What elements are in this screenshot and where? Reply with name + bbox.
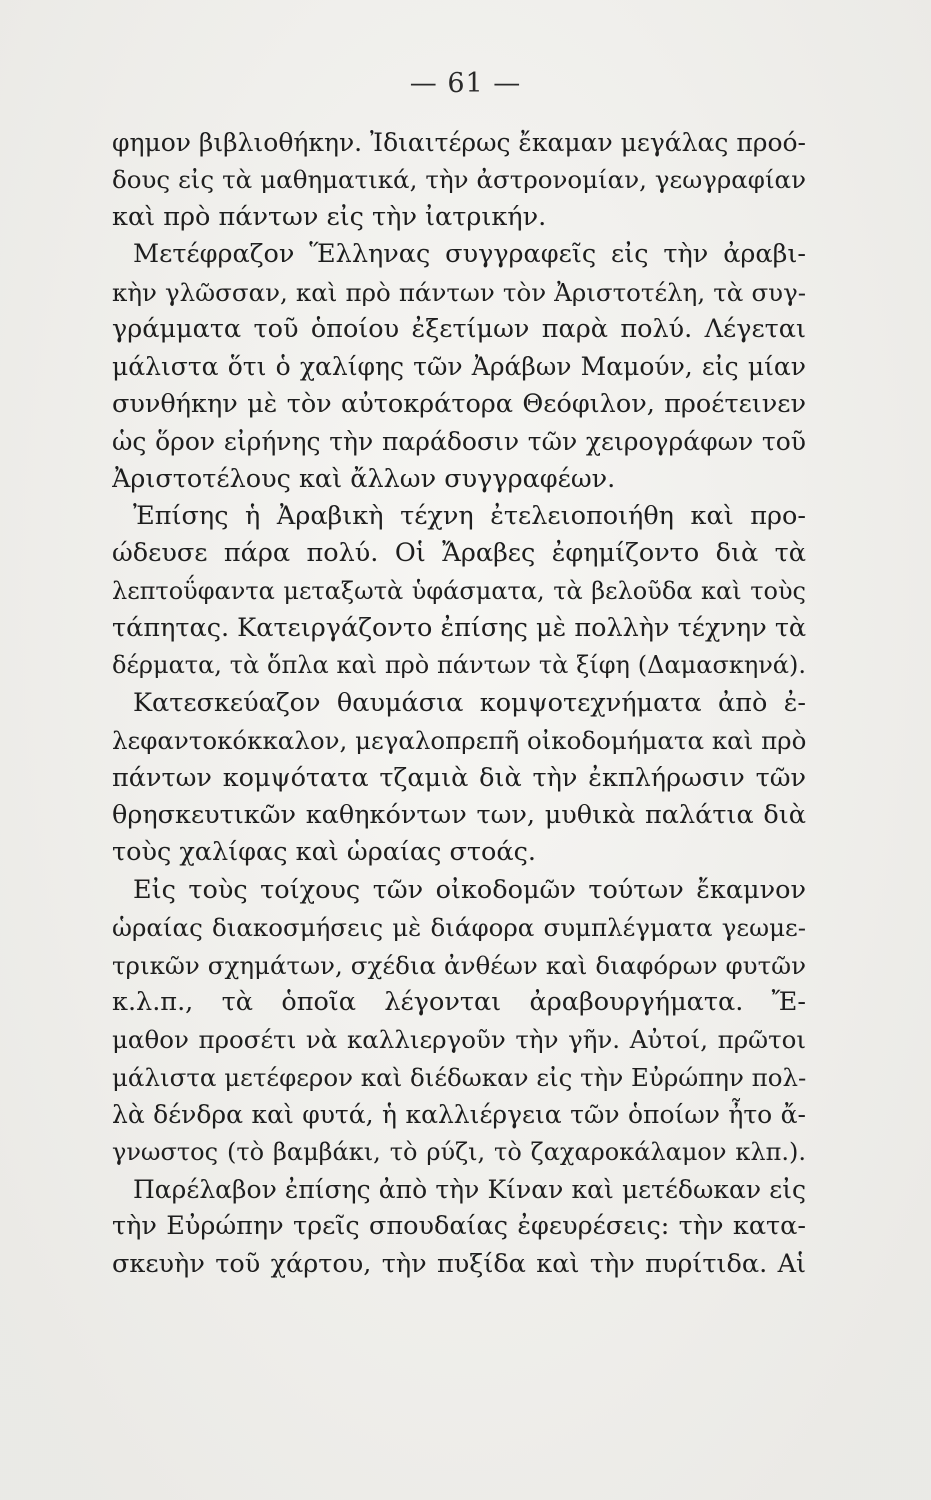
page-number: — 61 — [409, 68, 522, 99]
text-line: Μετέφραζον Ἕλληνας συγγραφεῖς εἰς τὴν ἀραβι- [133, 239, 806, 270]
text-line: κὴν γλῶσσαν, καὶ πρὸ πάντων τὸν Ἀριστοτέλη, τὰ συγ- [112, 277, 806, 307]
text-line: γνωστος (τὸ βαμβάκι, τὸ ρύζι, τὸ ζαχαροκάλαμον κλπ.). [112, 1137, 806, 1166]
text-line: καὶ πρὸ πάντων εἰς τὴν ἰατρικήν. [112, 201, 547, 232]
text-line: μαθον προσέτι νὰ καλλιεργοῦν τὴν γῆν. Αὐτοί, πρῶτοι [112, 1025, 806, 1055]
text-line: συνθήκην μὲ τὸν αὐτοκράτορα Θεόφιλον, προέτεινεν [112, 388, 806, 419]
text-line: σκευὴν τοῦ χάρτου, τὴν πυξίδα καὶ τὴν πυρίτιδα. Αἱ [112, 1248, 806, 1279]
text-line: τρικῶν σχημάτων, σχέδια ἀνθέων καὶ διαφόρων φυτῶν [112, 950, 806, 980]
text-line: λεφαντοκόκκαλον, μεγαλοπρεπῆ οἰκοδομήματα καὶ πρὸ [112, 726, 806, 756]
text-line: φημον βιβλιοθήκην. Ἰδιαιτέρως ἔκαμαν μεγάλας προό- [112, 128, 806, 157]
text-line: πάντων κομψότατα τζαμιὰ διὰ τὴν ἐκπλήρωσιν τῶν [112, 762, 806, 793]
body-text [112, 124, 806, 1283]
text-line: τὴν Εὐρώπην τρεῖς σπουδαίας ἐφευρέσεις: τὴν κατα- [112, 1211, 806, 1242]
text-line: κ.λ.π., τὰ ὁποῖα λέγονται ἀραβουργήματα. Ἔ- [112, 986, 806, 1017]
text-line: δους εἰς τὰ μαθηματικά, τὴν ἀστρονομίαν, γεωγραφίαν [112, 165, 806, 195]
text-line: μάλιστα ὅτι ὁ χαλίφης τῶν Ἀράβων Μαμούν, εἰς μίαν [112, 352, 806, 382]
text-line: ὡραίας διακοσμήσεις μὲ διάφορα συμπλέγματα γεωμε- [112, 913, 806, 943]
text-line: λὰ δένδρα καὶ φυτά, ἡ καλλιέργεια τῶν ὁποίων ἦτο ἄ- [112, 1100, 806, 1130]
text-line: Κατεσκεύαζον θαυμάσια κομψοτεχνήματα ἀπὸ ἐ- [133, 687, 806, 718]
text-line: λεπτοΰφαντα μεταξωτὰ ὑφάσματα, τὰ βελοῦδα καὶ τοὺς [112, 576, 806, 605]
text-line: Παρέλαβον ἐπίσης ἀπὸ τὴν Κίναν καὶ μετέδωκαν εἰς [133, 1174, 806, 1204]
text-line: Ἐπίσης ἡ Ἀραβικὴ τέχνη ἐτελειοποιήθη καὶ προ- [133, 500, 806, 531]
text-line: δέρματα, τὰ ὅπλα καὶ πρὸ πάντων τὰ ξίφη (Δαμασκηνά). [112, 651, 806, 680]
text-line: Ἀριστοτέλους καὶ ἄλλων συγγραφέων. [112, 463, 616, 494]
text-line: θρησκευτικῶν καθηκόντων των, μυθικὰ παλάτια διὰ [112, 800, 806, 831]
text-line: Εἰς τοὺς τοίχους τῶν οἰκοδομῶν τούτων ἔκαμνον [133, 874, 806, 905]
text-line: μάλιστα μετέφερον καὶ διέδωκαν εἰς τὴν Εὐρώπην πολ- [112, 1062, 806, 1092]
text-line: τοὺς χαλίφας καὶ ὡραίας στοάς. [112, 837, 536, 868]
text-line: γράμματα τοῦ ὁποίου ἐξετίμων παρὰ πολύ. Λέγεται [112, 313, 806, 344]
text-line: ώδευσε πάρα πολύ. Οἱ Ἄραβες ἐφημίζοντο διὰ τὰ [112, 538, 806, 569]
text-line: ὡς ὅρον εἰρήνης τὴν παράδοσιν τῶν χειρογράφων τοῦ [112, 427, 806, 457]
text-line: τάπητας. Κατειργάζοντο ἐπίσης μὲ πολλὴν τέχνην τὰ [112, 613, 806, 644]
